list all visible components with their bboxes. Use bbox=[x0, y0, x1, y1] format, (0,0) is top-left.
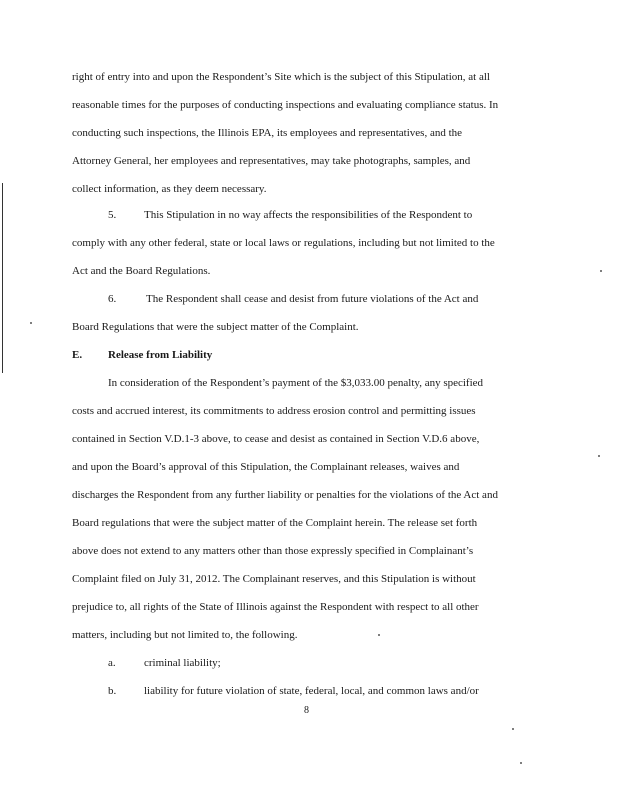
body-text-line: Act and the Board Regulations. bbox=[72, 265, 211, 277]
margin-revision-bar bbox=[2, 183, 3, 373]
body-text-line: The Respondent shall cease and desist from future violations of the Act and bbox=[146, 293, 479, 305]
body-text-line: costs and accrued interest, its commitments to address erosion control and permitting issues bbox=[72, 405, 476, 417]
body-text-line: reasonable times for the purposes of conducting inspections and evaluating compliance status. In bbox=[72, 99, 499, 111]
body-text-line: contained in Section V.D.1-3 above, to cease and desist as contained in Section V.D.6 above, bbox=[72, 433, 480, 445]
body-text-line: Board regulations that were the subject matter of the Complaint herein. The release set forth bbox=[72, 517, 478, 529]
body-text-line: In consideration of the Respondent’s payment of the $3,033.00 penalty, any specified bbox=[108, 377, 484, 389]
body-text-line: Board Regulations that were the subject matter of the Complaint. bbox=[72, 321, 359, 333]
body-text-line: Complaint filed on July 31, 2012. The Complainant reserves, and this Stipulation is without bbox=[72, 573, 476, 585]
item-number-6: 6. bbox=[108, 293, 117, 305]
body-text-line: This Stipulation in no way affects the responsibilities of the Respondent to bbox=[144, 209, 473, 221]
list-item-text: criminal liability; bbox=[144, 657, 221, 669]
body-text-line: Attorney General, her employees and representatives, may take photographs, samples, and bbox=[72, 155, 471, 167]
list-marker-b: b. bbox=[108, 685, 117, 697]
page-number: 8 bbox=[304, 705, 309, 716]
scan-speck bbox=[598, 455, 600, 457]
scan-speck bbox=[378, 634, 380, 636]
scan-speck bbox=[520, 762, 522, 764]
body-text-line: comply with any other federal, state or local laws or regulations, including but not limited to the bbox=[72, 237, 495, 249]
scan-speck bbox=[30, 322, 32, 324]
scan-speck bbox=[512, 728, 514, 730]
body-text-line: right of entry into and upon the Respondent’s Site which is the subject of this Stipulation, at all bbox=[72, 71, 490, 83]
body-text-line: above does not extend to any matters other than those expressly specified in Complainant’s bbox=[72, 545, 474, 557]
scan-speck bbox=[600, 270, 602, 272]
body-text-line: conducting such inspections, the Illinois EPA, its employees and representatives, and the bbox=[72, 127, 463, 139]
body-text-line: collect information, as they deem necessary. bbox=[72, 183, 267, 195]
section-letter: E. bbox=[72, 349, 83, 361]
body-text-line: and upon the Board’s approval of this Stipulation, the Complainant releases, waives and bbox=[72, 461, 460, 473]
list-item-text: liability for future violation of state, federal, local, and common laws and/or bbox=[144, 685, 479, 697]
body-text-line: matters, including but not limited to, the following. bbox=[72, 629, 298, 641]
body-text-line: discharges the Respondent from any further liability or penalties for the violations of the Act and bbox=[72, 489, 498, 501]
section-heading: Release from Liability bbox=[108, 349, 213, 361]
item-number-5: 5. bbox=[108, 209, 117, 221]
body-text-line: prejudice to, all rights of the State of Illinois against the Respondent with respect to all other bbox=[72, 601, 479, 613]
list-marker-a: a. bbox=[108, 657, 116, 669]
